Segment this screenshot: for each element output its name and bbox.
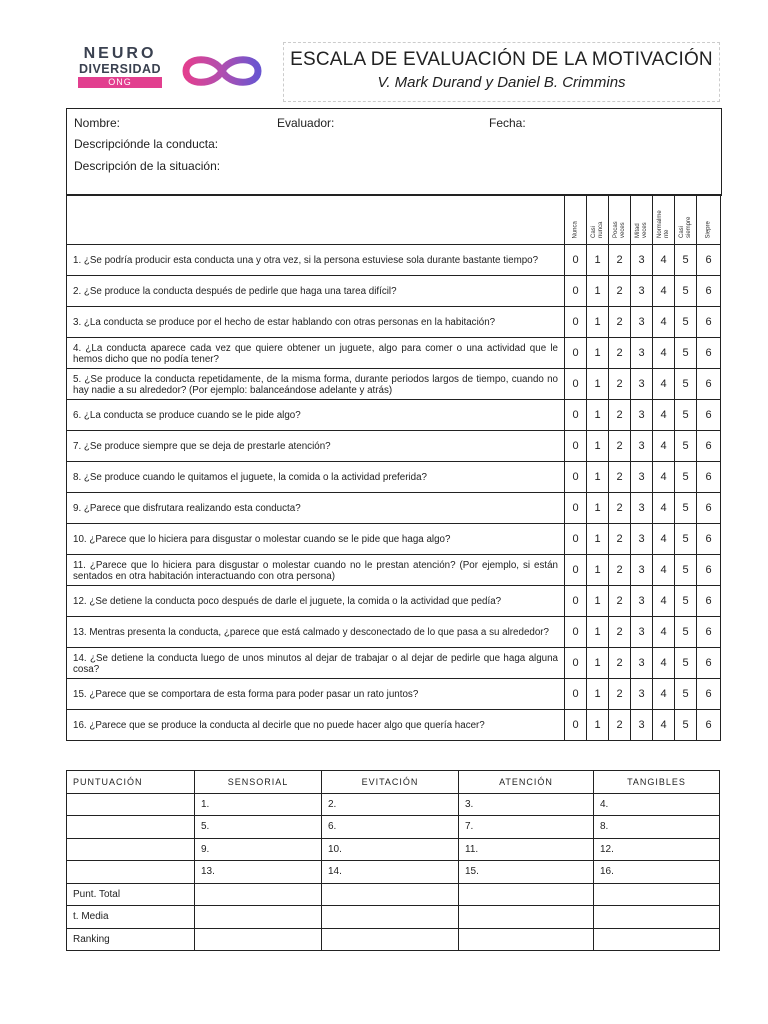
score-option[interactable]: 5 bbox=[675, 245, 697, 276]
scale-header-label: Mitad veces bbox=[634, 222, 647, 238]
scale-header-cell bbox=[587, 195, 609, 245]
score-option[interactable]: 2 bbox=[609, 369, 631, 400]
question-text: 13. Mentras presenta la conducta, ¿parece que está calmado y desconectado de lo que pasa a su alrededor? bbox=[67, 617, 565, 648]
score-option[interactable]: 0 bbox=[565, 338, 587, 369]
question-text: 9. ¿Parece que disfrutara realizando esta conducta? bbox=[67, 493, 565, 524]
scale-header-cell bbox=[675, 195, 697, 245]
score-option[interactable]: 6 bbox=[697, 400, 721, 431]
question-text: 4. ¿La conducta aparece cada vez que quiere obtener un juguete, algo para comer o una actividad que le hemos dicho que no podía tener? bbox=[67, 338, 565, 369]
score-cell[interactable] bbox=[459, 883, 594, 906]
score-option[interactable]: 0 bbox=[565, 710, 587, 741]
score-option[interactable]: 2 bbox=[609, 245, 631, 276]
score-header-row bbox=[67, 771, 720, 794]
question-row bbox=[67, 307, 721, 338]
score-header-cell: TANGIBLES bbox=[594, 771, 720, 794]
question-text: 3. ¿La conducta se produce por el hecho de estar hablando con otras personas en la habitación? bbox=[67, 307, 565, 338]
infinity-logo-icon bbox=[178, 48, 266, 94]
score-option[interactable]: 1 bbox=[587, 679, 609, 710]
field-conducta: Descripciónde la conducta: bbox=[74, 137, 219, 151]
score-option[interactable]: 4 bbox=[653, 245, 675, 276]
score-cell[interactable] bbox=[594, 928, 720, 951]
score-option[interactable]: 1 bbox=[587, 648, 609, 679]
score-cell[interactable]: 5. bbox=[195, 816, 322, 839]
question-text: 6. ¿La conducta se produce cuando se le pide algo? bbox=[67, 400, 565, 431]
score-option[interactable]: 0 bbox=[565, 586, 587, 617]
question-row bbox=[67, 679, 721, 710]
question-row bbox=[67, 369, 721, 400]
question-text: 12. ¿Se detiene la conducta poco después de darle el juguete, la comida o la actividad que pedía? bbox=[67, 586, 565, 617]
score-option[interactable]: 2 bbox=[609, 617, 631, 648]
score-cell[interactable] bbox=[459, 928, 594, 951]
question-text: 8. ¿Se produce cuando le quitamos el juguete, la comida o la actividad preferida? bbox=[67, 462, 565, 493]
score-option[interactable]: 2 bbox=[609, 586, 631, 617]
score-option[interactable]: 3 bbox=[631, 400, 653, 431]
score-option[interactable]: 5 bbox=[675, 648, 697, 679]
score-option[interactable]: 1 bbox=[587, 586, 609, 617]
scale-header-cell bbox=[631, 195, 653, 245]
scale-header-cell bbox=[697, 195, 721, 245]
score-header-cell: EVITACIÓN bbox=[322, 771, 459, 794]
question-row bbox=[67, 493, 721, 524]
score-option[interactable]: 4 bbox=[653, 710, 675, 741]
score-option[interactable]: 0 bbox=[565, 369, 587, 400]
score-option[interactable]: 5 bbox=[675, 400, 697, 431]
scale-header-label: Casi siempre bbox=[678, 216, 691, 238]
score-row bbox=[67, 928, 720, 951]
score-cell[interactable] bbox=[322, 883, 459, 906]
score-option[interactable]: 5 bbox=[675, 431, 697, 462]
score-row-label: t. Media bbox=[67, 906, 195, 929]
question-row bbox=[67, 617, 721, 648]
question-row bbox=[67, 555, 721, 586]
score-option[interactable]: 5 bbox=[675, 493, 697, 524]
scale-header-row bbox=[67, 195, 721, 245]
question-row bbox=[67, 431, 721, 462]
score-option[interactable]: 2 bbox=[609, 493, 631, 524]
score-cell[interactable]: 11. bbox=[459, 838, 594, 861]
header-blank bbox=[67, 195, 565, 245]
score-cell[interactable] bbox=[322, 906, 459, 929]
score-row bbox=[67, 816, 720, 839]
score-option[interactable]: 1 bbox=[587, 400, 609, 431]
score-option[interactable]: 1 bbox=[587, 524, 609, 555]
score-option[interactable]: 0 bbox=[565, 493, 587, 524]
score-cell[interactable]: 6. bbox=[322, 816, 459, 839]
score-option[interactable]: 6 bbox=[697, 679, 721, 710]
score-option[interactable]: 1 bbox=[587, 276, 609, 307]
score-option[interactable]: 5 bbox=[675, 710, 697, 741]
score-option[interactable]: 0 bbox=[565, 307, 587, 338]
question-text: 10. ¿Parece que lo hiciera para disgustar o molestar cuando se le pide que haga algo? bbox=[67, 524, 565, 555]
score-option[interactable]: 4 bbox=[653, 617, 675, 648]
question-text: 7. ¿Se produce siempre que se deja de prestarle atención? bbox=[67, 431, 565, 462]
score-row bbox=[67, 883, 720, 906]
questions-table bbox=[66, 194, 721, 741]
score-option[interactable]: 5 bbox=[675, 338, 697, 369]
field-situacion: Descripción de la situación: bbox=[74, 159, 221, 173]
page-subtitle: V. Mark Durand y Daniel B. Crimmins bbox=[377, 74, 626, 91]
question-row bbox=[67, 648, 721, 679]
score-option[interactable]: 1 bbox=[587, 431, 609, 462]
score-cell[interactable] bbox=[594, 906, 720, 929]
logo-line3: ONG bbox=[78, 77, 162, 88]
score-option[interactable]: 0 bbox=[565, 462, 587, 493]
score-option[interactable]: 4 bbox=[653, 524, 675, 555]
score-option[interactable]: 5 bbox=[675, 679, 697, 710]
score-cell[interactable] bbox=[594, 883, 720, 906]
score-option[interactable]: 3 bbox=[631, 555, 653, 586]
score-option[interactable]: 2 bbox=[609, 276, 631, 307]
score-header-cell: ATENCIÓN bbox=[459, 771, 594, 794]
score-option[interactable]: 6 bbox=[697, 710, 721, 741]
score-option[interactable]: 2 bbox=[609, 710, 631, 741]
score-cell[interactable]: 12. bbox=[594, 838, 720, 861]
score-option[interactable]: 3 bbox=[631, 524, 653, 555]
question-row bbox=[67, 462, 721, 493]
scale-header-cell bbox=[565, 195, 587, 245]
score-option[interactable]: 4 bbox=[653, 586, 675, 617]
score-option[interactable]: 6 bbox=[697, 555, 721, 586]
scale-header-cell bbox=[609, 195, 631, 245]
score-option[interactable]: 3 bbox=[631, 710, 653, 741]
score-option[interactable]: 0 bbox=[565, 276, 587, 307]
score-option[interactable]: 0 bbox=[565, 431, 587, 462]
score-cell[interactable]: 9. bbox=[195, 838, 322, 861]
score-option[interactable]: 0 bbox=[565, 524, 587, 555]
score-option[interactable]: 0 bbox=[565, 245, 587, 276]
scale-header-label: Pocas veces bbox=[612, 221, 625, 238]
score-option[interactable]: 6 bbox=[697, 338, 721, 369]
score-option[interactable]: 3 bbox=[631, 338, 653, 369]
score-option[interactable]: 4 bbox=[653, 493, 675, 524]
score-option[interactable]: 1 bbox=[587, 555, 609, 586]
score-row-label: Punt. Total bbox=[67, 883, 195, 906]
score-option[interactable]: 4 bbox=[653, 679, 675, 710]
score-cell[interactable]: 14. bbox=[322, 861, 459, 884]
score-row bbox=[67, 861, 720, 884]
score-option[interactable]: 3 bbox=[631, 245, 653, 276]
score-option[interactable]: 2 bbox=[609, 431, 631, 462]
score-row-label: Ranking bbox=[67, 928, 195, 951]
score-cell[interactable]: 10. bbox=[322, 838, 459, 861]
score-option[interactable]: 5 bbox=[675, 617, 697, 648]
score-header-cell: PUNTUACIÓN bbox=[67, 771, 195, 794]
score-option[interactable]: 4 bbox=[653, 648, 675, 679]
score-option[interactable]: 4 bbox=[653, 338, 675, 369]
score-row-label bbox=[67, 861, 195, 884]
score-option[interactable]: 6 bbox=[697, 493, 721, 524]
score-table bbox=[66, 770, 720, 951]
score-option[interactable]: 4 bbox=[653, 369, 675, 400]
score-option[interactable]: 6 bbox=[697, 462, 721, 493]
score-option[interactable]: 2 bbox=[609, 679, 631, 710]
question-text: 5. ¿Se produce la conducta repetidamente, de la misma forma, durante periodos largos de tiempo, cuando no hay nadie a su alrededor? (Por ejemplo: balanceándose adelante y atrás) bbox=[67, 369, 565, 400]
score-cell[interactable]: 15. bbox=[459, 861, 594, 884]
question-text: 16. ¿Parece que se produce la conducta al decirle que no puede hacer algo que quería hacer? bbox=[67, 710, 565, 741]
question-text: 11. ¿Parece que lo hiciera para disgustar o molestar cuando no le prestan atención? (Por ejemplo, si están sentados en otra habitación interactuando con otra persona) bbox=[67, 555, 565, 586]
score-option[interactable]: 3 bbox=[631, 586, 653, 617]
scale-header-label: Normalme nte bbox=[656, 210, 669, 238]
score-option[interactable]: 2 bbox=[609, 307, 631, 338]
score-option[interactable]: 6 bbox=[697, 617, 721, 648]
score-option[interactable]: 3 bbox=[631, 462, 653, 493]
score-option[interactable]: 6 bbox=[697, 648, 721, 679]
score-option[interactable]: 4 bbox=[653, 276, 675, 307]
score-option[interactable]: 4 bbox=[653, 462, 675, 493]
score-option[interactable]: 0 bbox=[565, 617, 587, 648]
score-cell[interactable] bbox=[195, 928, 322, 951]
question-row bbox=[67, 400, 721, 431]
field-fecha: Fecha: bbox=[489, 116, 526, 130]
score-option[interactable]: 6 bbox=[697, 524, 721, 555]
score-option[interactable]: 6 bbox=[697, 245, 721, 276]
score-option[interactable]: 6 bbox=[697, 586, 721, 617]
question-text: 2. ¿Se produce la conducta después de pedirle que haga una tarea difícil? bbox=[67, 276, 565, 307]
score-row-label bbox=[67, 838, 195, 861]
score-header-cell: SENSORIAL bbox=[195, 771, 322, 794]
score-option[interactable]: 0 bbox=[565, 648, 587, 679]
logo-line1: NEURO bbox=[83, 45, 157, 62]
score-option[interactable]: 3 bbox=[631, 431, 653, 462]
score-option[interactable]: 2 bbox=[609, 338, 631, 369]
score-option[interactable]: 3 bbox=[631, 369, 653, 400]
score-option[interactable]: 0 bbox=[565, 555, 587, 586]
score-option[interactable]: 2 bbox=[609, 524, 631, 555]
score-option[interactable]: 5 bbox=[675, 369, 697, 400]
question-text: 1. ¿Se podría producir esta conducta una y otra vez, si la persona estuviese sola durante bastante tiempo? bbox=[67, 245, 565, 276]
logo bbox=[74, 46, 166, 88]
question-row bbox=[67, 276, 721, 307]
score-row-label bbox=[67, 816, 195, 839]
score-option[interactable]: 6 bbox=[697, 276, 721, 307]
score-option[interactable]: 4 bbox=[653, 431, 675, 462]
question-row bbox=[67, 524, 721, 555]
score-cell[interactable] bbox=[459, 906, 594, 929]
score-cell[interactable]: 1. bbox=[195, 793, 322, 816]
score-cell[interactable]: 8. bbox=[594, 816, 720, 839]
score-option[interactable]: 5 bbox=[675, 276, 697, 307]
score-option[interactable]: 5 bbox=[675, 524, 697, 555]
question-row bbox=[67, 586, 721, 617]
score-option[interactable]: 5 bbox=[675, 586, 697, 617]
score-option[interactable]: 3 bbox=[631, 648, 653, 679]
score-cell[interactable]: 2. bbox=[322, 793, 459, 816]
score-option[interactable]: 5 bbox=[675, 462, 697, 493]
score-option[interactable]: 3 bbox=[631, 276, 653, 307]
title-box bbox=[283, 42, 720, 102]
score-cell[interactable]: 4. bbox=[594, 793, 720, 816]
score-option[interactable]: 0 bbox=[565, 679, 587, 710]
score-option[interactable]: 1 bbox=[587, 245, 609, 276]
score-row bbox=[67, 793, 720, 816]
logo-line2: DIVERSIDAD bbox=[78, 62, 162, 76]
score-option[interactable]: 3 bbox=[631, 617, 653, 648]
score-option[interactable]: 2 bbox=[609, 648, 631, 679]
page-title: ESCALA DE EVALUACIÓN DE LA MOTIVACIÓN bbox=[290, 49, 713, 70]
field-evaluador: Evaluador: bbox=[277, 116, 335, 130]
question-text: 14. ¿Se detiene la conducta luego de unos minutos al dejar de trabajar o al dejar de pedirle que haga alguna cosa? bbox=[67, 648, 565, 679]
score-cell[interactable]: 16. bbox=[594, 861, 720, 884]
scale-header-label: Casi nunca bbox=[590, 221, 603, 238]
score-cell[interactable] bbox=[195, 883, 322, 906]
score-row-label bbox=[67, 793, 195, 816]
score-cell[interactable]: 3. bbox=[459, 793, 594, 816]
score-cell[interactable] bbox=[195, 906, 322, 929]
score-option[interactable]: 3 bbox=[631, 307, 653, 338]
score-cell[interactable] bbox=[322, 928, 459, 951]
score-option[interactable]: 1 bbox=[587, 710, 609, 741]
score-option[interactable]: 4 bbox=[653, 555, 675, 586]
score-option[interactable]: 6 bbox=[697, 307, 721, 338]
score-option[interactable]: 0 bbox=[565, 400, 587, 431]
score-row bbox=[67, 838, 720, 861]
score-option[interactable]: 3 bbox=[631, 679, 653, 710]
scale-header-label: Siepre bbox=[705, 220, 711, 238]
score-option[interactable]: 2 bbox=[609, 400, 631, 431]
score-option[interactable]: 5 bbox=[675, 555, 697, 586]
field-nombre: Nombre: bbox=[74, 116, 121, 130]
score-option[interactable]: 4 bbox=[653, 400, 675, 431]
scale-header-cell bbox=[653, 195, 675, 245]
score-option[interactable]: 2 bbox=[609, 555, 631, 586]
info-box bbox=[66, 108, 722, 196]
question-row bbox=[67, 245, 721, 276]
question-row bbox=[67, 338, 721, 369]
score-option[interactable]: 1 bbox=[587, 617, 609, 648]
score-option[interactable]: 2 bbox=[609, 462, 631, 493]
scale-header-label: Nunca bbox=[572, 220, 578, 238]
question-text: 15. ¿Parece que se comportara de esta forma para poder pasar un rato juntos? bbox=[67, 679, 565, 710]
score-option[interactable]: 6 bbox=[697, 369, 721, 400]
score-row bbox=[67, 906, 720, 929]
score-option[interactable]: 4 bbox=[653, 307, 675, 338]
score-option[interactable]: 1 bbox=[587, 369, 609, 400]
score-option[interactable]: 5 bbox=[675, 307, 697, 338]
score-cell[interactable]: 13. bbox=[195, 861, 322, 884]
score-option[interactable]: 1 bbox=[587, 462, 609, 493]
score-option[interactable]: 3 bbox=[631, 493, 653, 524]
question-row bbox=[67, 710, 721, 741]
score-cell[interactable]: 7. bbox=[459, 816, 594, 839]
score-option[interactable]: 1 bbox=[587, 307, 609, 338]
score-option[interactable]: 1 bbox=[587, 493, 609, 524]
score-option[interactable]: 6 bbox=[697, 431, 721, 462]
score-option[interactable]: 1 bbox=[587, 338, 609, 369]
header bbox=[68, 40, 720, 102]
